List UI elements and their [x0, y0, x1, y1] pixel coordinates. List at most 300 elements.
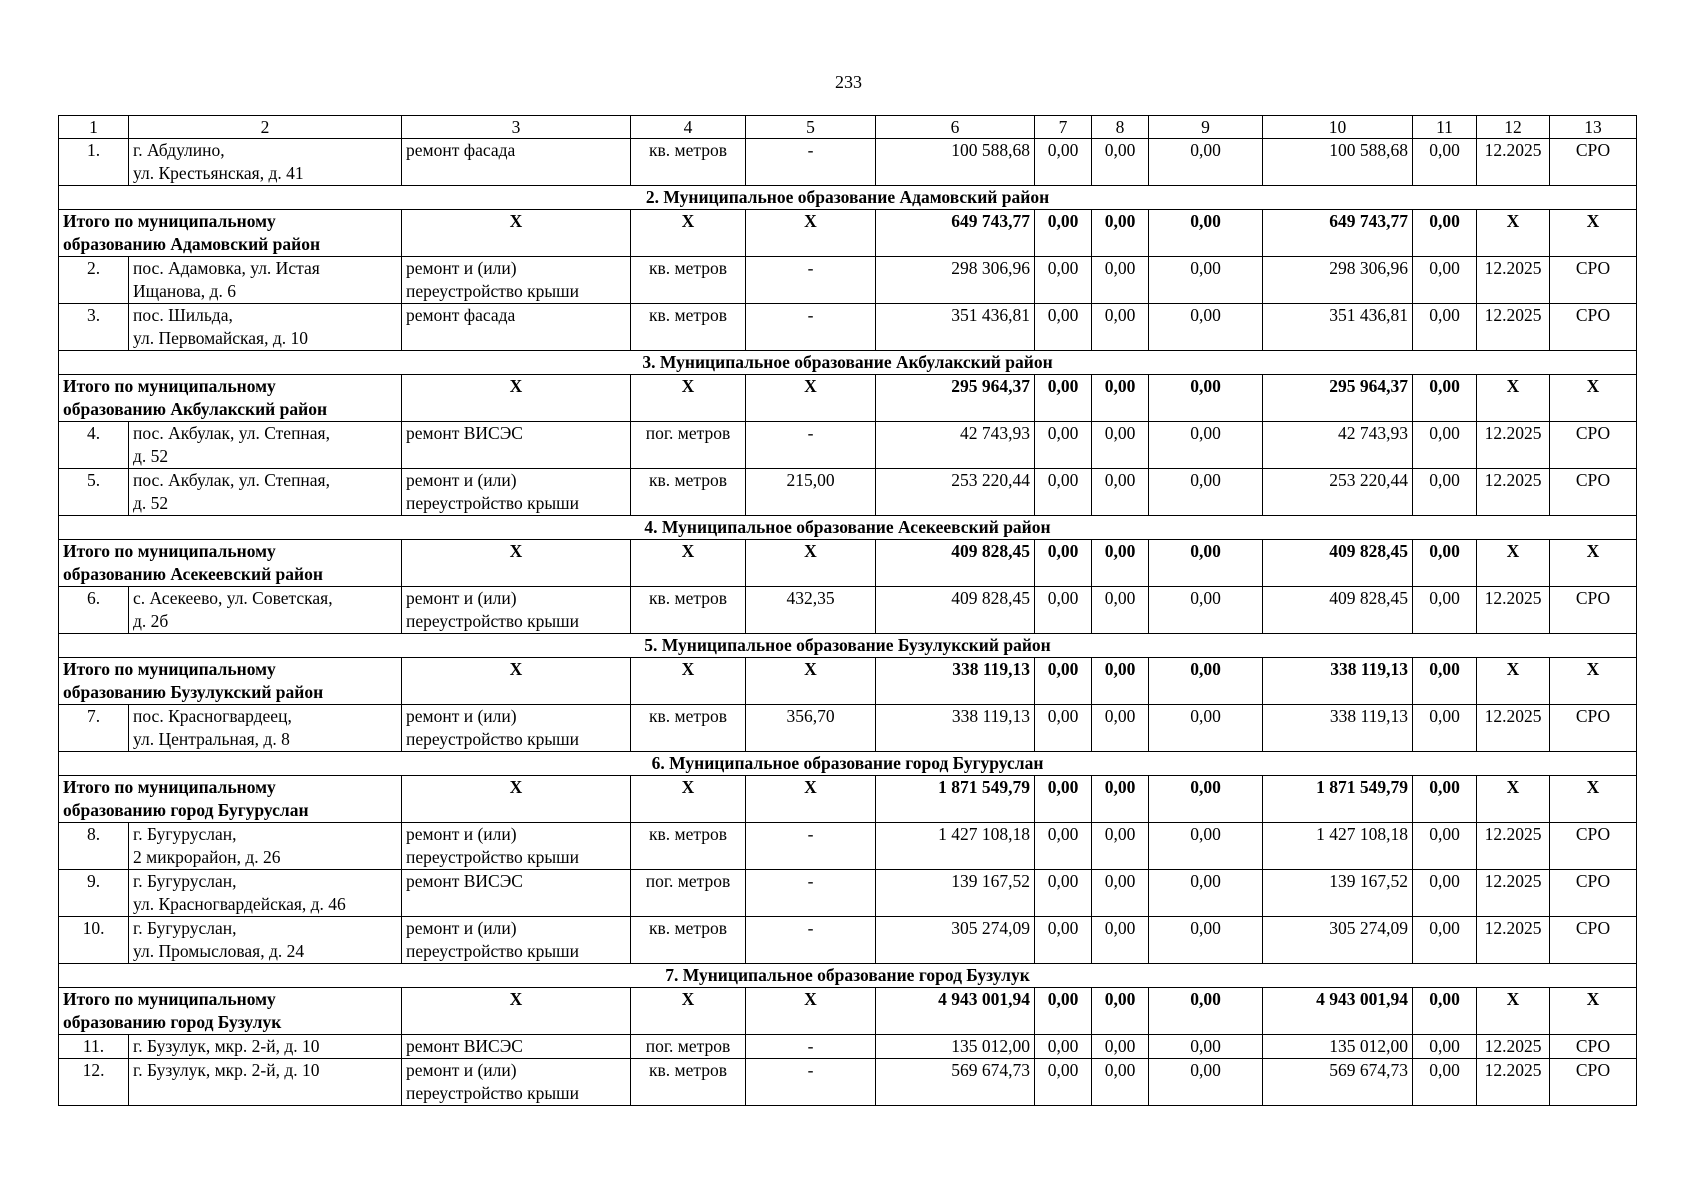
address-cell — [129, 705, 402, 752]
value-cell: 0,00 — [1092, 1035, 1149, 1059]
work-type-cell-line: переустройство крыши — [406, 493, 579, 513]
method-cell: СРО — [1550, 1059, 1637, 1106]
row-number: 5. — [59, 469, 129, 516]
value-cell: 0,00 — [1149, 540, 1263, 587]
section-title: 4. Муниципальное образование Асекеевский район — [59, 516, 1637, 540]
value-cell: 0,00 — [1149, 1059, 1263, 1106]
value-cell: 0,00 — [1035, 870, 1092, 917]
value-cell: 0,00 — [1413, 870, 1477, 917]
subtotal-row — [59, 540, 1637, 587]
work-type-cell-line: переустройство крыши — [406, 729, 579, 749]
value-cell: 0,00 — [1035, 257, 1092, 304]
work-type-cell-line: ремонт ВИСЭС — [406, 1036, 523, 1056]
method-cell: X — [1550, 540, 1637, 587]
quantity-cell: - — [746, 870, 876, 917]
subtotal-label — [59, 658, 402, 705]
column-header: 3 — [402, 116, 631, 139]
subtotal-label-line: Итого по муниципальному — [63, 376, 276, 396]
value-cell: 0,00 — [1035, 988, 1092, 1035]
method-cell: X — [1550, 988, 1637, 1035]
row-number: 4. — [59, 422, 129, 469]
value-cell: 0,00 — [1035, 304, 1092, 351]
unit-cell: пог. метров — [631, 1035, 746, 1059]
row-number: 1. — [59, 139, 129, 186]
address-cell-line: г. Бузулук, мкр. 2-й, д. 10 — [133, 1060, 320, 1080]
subtotal-label-line: образованию город Бугуруслан — [63, 800, 309, 820]
address-cell-line: г. Бугуруслан, — [133, 824, 237, 844]
subtotal-label-line: Итого по муниципальному — [63, 989, 276, 1009]
quantity-cell: X — [746, 776, 876, 823]
address-cell-line: г. Абдулино, — [133, 140, 225, 160]
value-cell: 0,00 — [1413, 917, 1477, 964]
work-type-cell — [402, 1059, 631, 1106]
address-cell — [129, 1035, 402, 1059]
fund-cell: 409 828,45 — [1263, 587, 1413, 634]
deadline-cell: 12.2025 — [1477, 469, 1550, 516]
value-cell: 0,00 — [1149, 705, 1263, 752]
table-row — [59, 422, 1637, 469]
subtotal-label — [59, 988, 402, 1035]
column-header: 12 — [1477, 116, 1550, 139]
work-type-cell-line: ремонт ВИСЭС — [406, 871, 523, 891]
fund-cell: 42 743,93 — [1263, 422, 1413, 469]
section-header-row — [59, 964, 1637, 988]
subtotal-label-line: Итого по муниципальному — [63, 211, 276, 231]
deadline-cell: X — [1477, 375, 1550, 422]
deadline-cell: 12.2025 — [1477, 870, 1550, 917]
value-cell: 0,00 — [1149, 776, 1263, 823]
work-type-cell — [402, 304, 631, 351]
value-cell: 0,00 — [1149, 469, 1263, 516]
address-cell — [129, 139, 402, 186]
subtotal-label-line: образованию Бузулукский район — [63, 682, 324, 702]
column-number-header-row — [59, 116, 1637, 139]
method-cell: СРО — [1550, 469, 1637, 516]
deadline-cell: 12.2025 — [1477, 257, 1550, 304]
fund-cell: 298 306,96 — [1263, 257, 1413, 304]
work-type-cell-line: переустройство крыши — [406, 281, 579, 301]
cost-total-cell: 253 220,44 — [876, 469, 1035, 516]
address-cell-line: пос. Адамовка, ул. Истая — [133, 258, 320, 278]
address-cell-line: ул. Центральная, д. 8 — [133, 729, 290, 749]
work-type-cell-line: переустройство крыши — [406, 1083, 579, 1103]
cost-total-cell: 298 306,96 — [876, 257, 1035, 304]
section-header-row — [59, 752, 1637, 776]
table-row — [59, 705, 1637, 752]
address-cell-line: ул. Первомайская, д. 10 — [133, 328, 308, 348]
cost-total-cell: 569 674,73 — [876, 1059, 1035, 1106]
address-cell — [129, 870, 402, 917]
cost-total-cell: 135 012,00 — [876, 1035, 1035, 1059]
subtotal-row — [59, 375, 1637, 422]
value-cell: 0,00 — [1035, 469, 1092, 516]
deadline-cell: X — [1477, 988, 1550, 1035]
work-type-cell-line: ремонт и (или) — [406, 918, 517, 938]
value-cell: 0,00 — [1149, 988, 1263, 1035]
method-cell: СРО — [1550, 422, 1637, 469]
section-header-row — [59, 186, 1637, 210]
fund-cell: 253 220,44 — [1263, 469, 1413, 516]
method-cell: СРО — [1550, 139, 1637, 186]
subtotal-label-line: образованию Адамовский район — [63, 234, 321, 254]
address-cell-line: ул. Промысловая, д. 24 — [133, 941, 305, 961]
deadline-cell: 12.2025 — [1477, 422, 1550, 469]
value-cell: 0,00 — [1035, 705, 1092, 752]
quantity-cell: X — [746, 988, 876, 1035]
unit-cell: X — [631, 658, 746, 705]
method-cell: СРО — [1550, 705, 1637, 752]
value-cell: 0,00 — [1092, 776, 1149, 823]
unit-cell: пог. метров — [631, 870, 746, 917]
address-cell-line: г. Бугуруслан, — [133, 918, 237, 938]
work-type-cell-line: ремонт фасада — [406, 305, 516, 325]
method-cell: X — [1550, 658, 1637, 705]
column-header: 5 — [746, 116, 876, 139]
work-type-cell — [402, 705, 631, 752]
fund-cell: 351 436,81 — [1263, 304, 1413, 351]
address-cell-line: 2 микрорайон, д. 26 — [133, 847, 281, 867]
unit-cell: кв. метров — [631, 469, 746, 516]
method-cell: СРО — [1550, 257, 1637, 304]
work-type-cell-line: ремонт и (или) — [406, 470, 517, 490]
column-header: 13 — [1550, 116, 1637, 139]
deadline-cell: X — [1477, 540, 1550, 587]
quantity-cell: 432,35 — [746, 587, 876, 634]
value-cell: 0,00 — [1092, 469, 1149, 516]
value-cell: 0,00 — [1092, 823, 1149, 870]
fund-cell: 649 743,77 — [1263, 210, 1413, 257]
method-cell: X — [1550, 776, 1637, 823]
value-cell: 0,00 — [1035, 139, 1092, 186]
table-row — [59, 587, 1637, 634]
subtotal-label-line: Итого по муниципальному — [63, 659, 276, 679]
subtotal-label-line: образованию Асекеевский район — [63, 564, 323, 584]
value-cell: 0,00 — [1149, 422, 1263, 469]
value-cell: 0,00 — [1092, 917, 1149, 964]
subtotal-label — [59, 210, 402, 257]
subtotal-row — [59, 658, 1637, 705]
method-cell: СРО — [1550, 917, 1637, 964]
value-cell: 0,00 — [1413, 823, 1477, 870]
row-number: 9. — [59, 870, 129, 917]
deadline-cell: 12.2025 — [1477, 705, 1550, 752]
deadline-cell: 12.2025 — [1477, 304, 1550, 351]
cost-total-cell: 295 964,37 — [876, 375, 1035, 422]
value-cell: 0,00 — [1092, 1059, 1149, 1106]
subtotal-row — [59, 776, 1637, 823]
address-cell-line: ул. Красногвардейская, д. 46 — [133, 894, 346, 914]
work-type-cell-line: ремонт фасада — [406, 140, 516, 160]
section-title: 2. Муниципальное образование Адамовский район — [59, 186, 1637, 210]
deadline-cell: 12.2025 — [1477, 823, 1550, 870]
method-cell: СРО — [1550, 1035, 1637, 1059]
value-cell: 0,00 — [1413, 658, 1477, 705]
quantity-cell: - — [746, 917, 876, 964]
table-row — [59, 304, 1637, 351]
value-cell: 0,00 — [1413, 210, 1477, 257]
quantity-cell: X — [746, 540, 876, 587]
work-type-cell — [402, 917, 631, 964]
cost-total-cell: 139 167,52 — [876, 870, 1035, 917]
row-number: 11. — [59, 1035, 129, 1059]
cost-total-cell: 1 427 108,18 — [876, 823, 1035, 870]
table-row — [59, 823, 1637, 870]
work-type-cell — [402, 870, 631, 917]
value-cell: 0,00 — [1149, 375, 1263, 422]
cost-total-cell: 338 119,13 — [876, 658, 1035, 705]
value-cell: 0,00 — [1035, 422, 1092, 469]
value-cell: 0,00 — [1092, 658, 1149, 705]
subtotal-label-line: Итого по муниципальному — [63, 777, 276, 797]
quantity-cell: - — [746, 1035, 876, 1059]
work-type-cell: X — [402, 988, 631, 1035]
row-number: 12. — [59, 1059, 129, 1106]
value-cell: 0,00 — [1035, 1035, 1092, 1059]
fund-cell: 569 674,73 — [1263, 1059, 1413, 1106]
work-type-cell-line: ремонт и (или) — [406, 706, 517, 726]
fund-cell: 409 828,45 — [1263, 540, 1413, 587]
cost-total-cell: 1 871 549,79 — [876, 776, 1035, 823]
fund-cell: 1 871 549,79 — [1263, 776, 1413, 823]
row-number: 3. — [59, 304, 129, 351]
quantity-cell: 215,00 — [746, 469, 876, 516]
work-type-cell: X — [402, 776, 631, 823]
section-header-row — [59, 516, 1637, 540]
value-cell: 0,00 — [1413, 422, 1477, 469]
table-row — [59, 257, 1637, 304]
subtotal-label — [59, 540, 402, 587]
value-cell: 0,00 — [1149, 917, 1263, 964]
value-cell: 0,00 — [1413, 587, 1477, 634]
column-header: 7 — [1035, 116, 1092, 139]
address-cell — [129, 469, 402, 516]
value-cell: 0,00 — [1413, 988, 1477, 1035]
work-type-cell — [402, 139, 631, 186]
cost-total-cell: 649 743,77 — [876, 210, 1035, 257]
subtotal-label-line: Итого по муниципальному — [63, 541, 276, 561]
value-cell: 0,00 — [1035, 917, 1092, 964]
unit-cell: X — [631, 210, 746, 257]
section-title: 7. Муниципальное образование город Бузулук — [59, 964, 1637, 988]
address-cell-line: пос. Акбулак, ул. Степная, — [133, 423, 330, 443]
quantity-cell: X — [746, 375, 876, 422]
value-cell: 0,00 — [1413, 776, 1477, 823]
section-header-row — [59, 351, 1637, 375]
table-row — [59, 870, 1637, 917]
value-cell: 0,00 — [1092, 257, 1149, 304]
deadline-cell: X — [1477, 658, 1550, 705]
quantity-cell: 356,70 — [746, 705, 876, 752]
work-type-cell-line: переустройство крыши — [406, 941, 579, 961]
value-cell: 0,00 — [1413, 257, 1477, 304]
value-cell: 0,00 — [1092, 139, 1149, 186]
value-cell: 0,00 — [1413, 304, 1477, 351]
address-cell-line: Ищанова, д. 6 — [133, 281, 236, 301]
address-cell-line: ул. Крестьянская, д. 41 — [133, 163, 304, 183]
column-header: 2 — [129, 116, 402, 139]
value-cell: 0,00 — [1092, 422, 1149, 469]
value-cell: 0,00 — [1035, 823, 1092, 870]
unit-cell: кв. метров — [631, 917, 746, 964]
value-cell: 0,00 — [1092, 304, 1149, 351]
cost-total-cell: 42 743,93 — [876, 422, 1035, 469]
deadline-cell: 12.2025 — [1477, 1035, 1550, 1059]
address-cell — [129, 917, 402, 964]
address-cell — [129, 823, 402, 870]
subtotal-label — [59, 776, 402, 823]
address-cell-line: с. Асекеево, ул. Советская, — [133, 588, 333, 608]
fund-cell: 295 964,37 — [1263, 375, 1413, 422]
fund-cell: 305 274,09 — [1263, 917, 1413, 964]
address-cell-line: пос. Акбулак, ул. Степная, — [133, 470, 330, 490]
method-cell: СРО — [1550, 304, 1637, 351]
quantity-cell: - — [746, 823, 876, 870]
work-type-cell — [402, 587, 631, 634]
value-cell: 0,00 — [1413, 1035, 1477, 1059]
unit-cell: кв. метров — [631, 1059, 746, 1106]
cost-total-cell: 100 588,68 — [876, 139, 1035, 186]
address-cell — [129, 1059, 402, 1106]
unit-cell: кв. метров — [631, 257, 746, 304]
value-cell: 0,00 — [1149, 587, 1263, 634]
quantity-cell: - — [746, 1059, 876, 1106]
unit-cell: X — [631, 988, 746, 1035]
work-type-cell: X — [402, 540, 631, 587]
method-cell: СРО — [1550, 870, 1637, 917]
value-cell: 0,00 — [1149, 823, 1263, 870]
unit-cell: кв. метров — [631, 139, 746, 186]
unit-cell: X — [631, 375, 746, 422]
value-cell: 0,00 — [1149, 139, 1263, 186]
work-type-cell: X — [402, 658, 631, 705]
value-cell: 0,00 — [1035, 210, 1092, 257]
unit-cell: X — [631, 540, 746, 587]
quantity-cell: - — [746, 304, 876, 351]
table-row — [59, 1059, 1637, 1106]
fund-cell: 4 943 001,94 — [1263, 988, 1413, 1035]
row-number: 6. — [59, 587, 129, 634]
work-type-cell — [402, 469, 631, 516]
method-cell: СРО — [1550, 587, 1637, 634]
table-row — [59, 469, 1637, 516]
value-cell: 0,00 — [1035, 776, 1092, 823]
row-number: 7. — [59, 705, 129, 752]
cost-total-cell: 409 828,45 — [876, 540, 1035, 587]
column-header: 10 — [1263, 116, 1413, 139]
deadline-cell: X — [1477, 776, 1550, 823]
unit-cell: кв. метров — [631, 705, 746, 752]
value-cell: 0,00 — [1035, 540, 1092, 587]
work-type-cell-line: ремонт и (или) — [406, 1060, 517, 1080]
work-type-cell — [402, 257, 631, 304]
cost-total-cell: 409 828,45 — [876, 587, 1035, 634]
value-cell: 0,00 — [1092, 870, 1149, 917]
column-header: 9 — [1149, 116, 1263, 139]
quantity-cell: - — [746, 139, 876, 186]
cost-total-cell: 338 119,13 — [876, 705, 1035, 752]
subtotal-row — [59, 988, 1637, 1035]
deadline-cell: 12.2025 — [1477, 917, 1550, 964]
address-cell-line: д. 52 — [133, 493, 169, 513]
cost-total-cell: 305 274,09 — [876, 917, 1035, 964]
value-cell: 0,00 — [1149, 304, 1263, 351]
value-cell: 0,00 — [1092, 375, 1149, 422]
method-cell: X — [1550, 375, 1637, 422]
value-cell: 0,00 — [1149, 210, 1263, 257]
unit-cell: кв. метров — [631, 304, 746, 351]
table-row — [59, 917, 1637, 964]
deadline-cell: 12.2025 — [1477, 139, 1550, 186]
unit-cell: X — [631, 776, 746, 823]
value-cell: 0,00 — [1413, 469, 1477, 516]
deadline-cell: 12.2025 — [1477, 587, 1550, 634]
subtotal-row — [59, 210, 1637, 257]
value-cell: 0,00 — [1149, 658, 1263, 705]
subtotal-label-line: образованию город Бузулук — [63, 1012, 282, 1032]
unit-cell: кв. метров — [631, 823, 746, 870]
unit-cell: пог. метров — [631, 422, 746, 469]
value-cell: 0,00 — [1092, 540, 1149, 587]
address-cell — [129, 304, 402, 351]
value-cell: 0,00 — [1092, 988, 1149, 1035]
value-cell: 0,00 — [1413, 1059, 1477, 1106]
section-title: 3. Муниципальное образование Акбулакский район — [59, 351, 1637, 375]
method-cell: X — [1550, 210, 1637, 257]
address-cell-line: д. 2б — [133, 611, 169, 631]
value-cell: 0,00 — [1035, 1059, 1092, 1106]
work-type-cell — [402, 823, 631, 870]
quantity-cell: - — [746, 257, 876, 304]
address-cell — [129, 422, 402, 469]
work-type-cell-line: переустройство крыши — [406, 847, 579, 867]
value-cell: 0,00 — [1149, 1035, 1263, 1059]
value-cell: 0,00 — [1035, 658, 1092, 705]
value-cell: 0,00 — [1035, 587, 1092, 634]
cost-total-cell: 4 943 001,94 — [876, 988, 1035, 1035]
work-type-cell-line: ремонт и (или) — [406, 588, 517, 608]
deadline-cell: 12.2025 — [1477, 1059, 1550, 1106]
column-header: 1 — [59, 116, 129, 139]
row-number: 8. — [59, 823, 129, 870]
subtotal-label-line: образованию Акбулакский район — [63, 399, 328, 419]
value-cell: 0,00 — [1149, 870, 1263, 917]
work-type-cell: X — [402, 210, 631, 257]
column-header: 6 — [876, 116, 1035, 139]
work-type-cell — [402, 422, 631, 469]
table-row — [59, 139, 1637, 186]
cost-total-cell: 351 436,81 — [876, 304, 1035, 351]
page-number: 233 — [835, 72, 862, 92]
fund-cell: 338 119,13 — [1263, 705, 1413, 752]
value-cell: 0,00 — [1413, 139, 1477, 186]
fund-cell: 100 588,68 — [1263, 139, 1413, 186]
column-header: 11 — [1413, 116, 1477, 139]
address-cell-line: пос. Красногвардеец, — [133, 706, 292, 726]
address-cell — [129, 587, 402, 634]
subtotal-label — [59, 375, 402, 422]
method-cell: СРО — [1550, 823, 1637, 870]
fund-cell: 135 012,00 — [1263, 1035, 1413, 1059]
work-type-cell: X — [402, 375, 631, 422]
unit-cell: кв. метров — [631, 587, 746, 634]
section-title: 5. Муниципальное образование Бузулукский район — [59, 634, 1637, 658]
fund-cell: 1 427 108,18 — [1263, 823, 1413, 870]
quantity-cell: X — [746, 658, 876, 705]
address-cell — [129, 257, 402, 304]
value-cell: 0,00 — [1413, 375, 1477, 422]
section-header-row — [59, 634, 1637, 658]
address-cell-line: г. Бузулук, мкр. 2-й, д. 10 — [133, 1036, 320, 1056]
